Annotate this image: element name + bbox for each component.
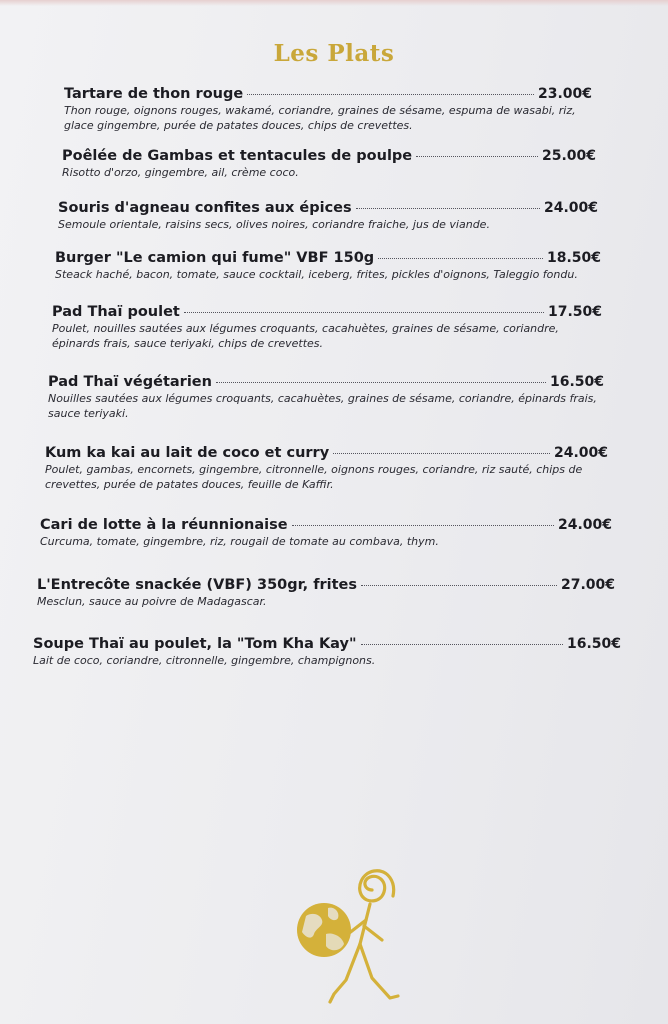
dish-item xyxy=(48,374,604,421)
dish-item xyxy=(62,148,596,180)
dot-leader xyxy=(361,585,557,586)
dot-leader xyxy=(378,258,543,259)
dish-name: Pad Thaï poulet xyxy=(52,304,180,320)
dish-price: 24.00€ xyxy=(543,200,598,216)
dish-description: Mesclun, sauce au poivre de Madagascar. xyxy=(37,595,267,608)
dish-name: Kum ka kai au lait de coco et curry xyxy=(45,445,330,461)
dish-price: 17.50€ xyxy=(547,304,602,320)
top-border xyxy=(0,0,668,6)
dot-leader xyxy=(292,525,554,526)
dish-price: 18.50€ xyxy=(546,250,601,266)
dish-description: Semoule orientale, raisins secs, olives noires, coriandre fraiche, jus de viande. xyxy=(58,218,490,231)
dish-price: 16.50€ xyxy=(549,374,604,390)
dish-description: Curcuma, tomate, gingembre, riz, rougail de tomate au combava, thym. xyxy=(40,535,439,548)
dish-description: Nouilles sautées aux légumes croquants, cacahuètes, graines de sésame, coriandre, épinards frais, sauce teriyaki. xyxy=(48,392,597,420)
dish-name: Pad Thaï végétarien xyxy=(48,374,212,390)
dish-item xyxy=(33,636,621,668)
dish-description: Poulet, nouilles sautées aux légumes croquants, cacahuètes, graines de sésame, coriandre, épinards frais, sauce teriyaki, chips de crevettes. xyxy=(52,322,559,350)
dish-description: Lait de coco, coriandre, citronnelle, gingembre, champignons. xyxy=(33,654,376,667)
dish-description: Poulet, gambas, encornets, gingembre, citronnelle, oignons rouges, coriandre, riz sauté, chips de crevettes, purée de patates douces, feuille de Kaffir. xyxy=(45,463,583,491)
dish-price: 23.00€ xyxy=(537,86,592,102)
dish-item xyxy=(52,304,602,351)
dish-name: Cari de lotte à la réunnionaise xyxy=(40,517,288,533)
dish-item xyxy=(64,86,592,133)
dish-item xyxy=(58,200,598,232)
dish-name: Burger "Le camion qui fume" VBF 150g xyxy=(55,250,375,266)
globe-traveler-logo-icon xyxy=(290,868,402,1014)
dish-name: Tartare de thon rouge xyxy=(64,86,244,102)
dot-leader xyxy=(361,644,563,645)
dot-leader xyxy=(416,156,538,157)
dish-price: 24.00€ xyxy=(553,445,608,461)
dot-leader xyxy=(356,208,540,209)
dish-name: L'Entrecôte snackée (VBF) 350gr, frites xyxy=(37,577,358,593)
dish-name: Poêlée de Gambas et tentacules de poulpe xyxy=(62,148,413,164)
dot-leader xyxy=(247,94,534,95)
dish-item xyxy=(40,517,612,549)
dish-description: Risotto d'orzo, gingembre, ail, crème coco. xyxy=(62,166,299,179)
dish-description: Thon rouge, oignons rouges, wakamé, coriandre, graines de sésame, espuma de wasabi, riz, glace gingembre, purée de patates douces, chips de crevettes. xyxy=(64,104,576,132)
dish-item xyxy=(55,250,601,282)
dish-name: Souris d'agneau confites aux épices xyxy=(58,200,352,216)
dish-price: 24.00€ xyxy=(557,517,612,533)
dish-item xyxy=(37,577,615,609)
dish-description: Steack haché, bacon, tomate, sauce cocktail, iceberg, frites, pickles d'oignons, Taleggio fondu. xyxy=(55,268,578,281)
dish-price: 27.00€ xyxy=(560,577,615,593)
dot-leader xyxy=(184,312,544,313)
dish-name: Soupe Thaï au poulet, la "Tom Kha Kay" xyxy=(33,636,357,652)
dish-item xyxy=(45,445,608,492)
page-title: Les Plats xyxy=(273,40,395,67)
dot-leader xyxy=(333,453,550,454)
dish-price: 16.50€ xyxy=(566,636,621,652)
dish-price: 25.00€ xyxy=(541,148,596,164)
dot-leader xyxy=(216,382,546,383)
